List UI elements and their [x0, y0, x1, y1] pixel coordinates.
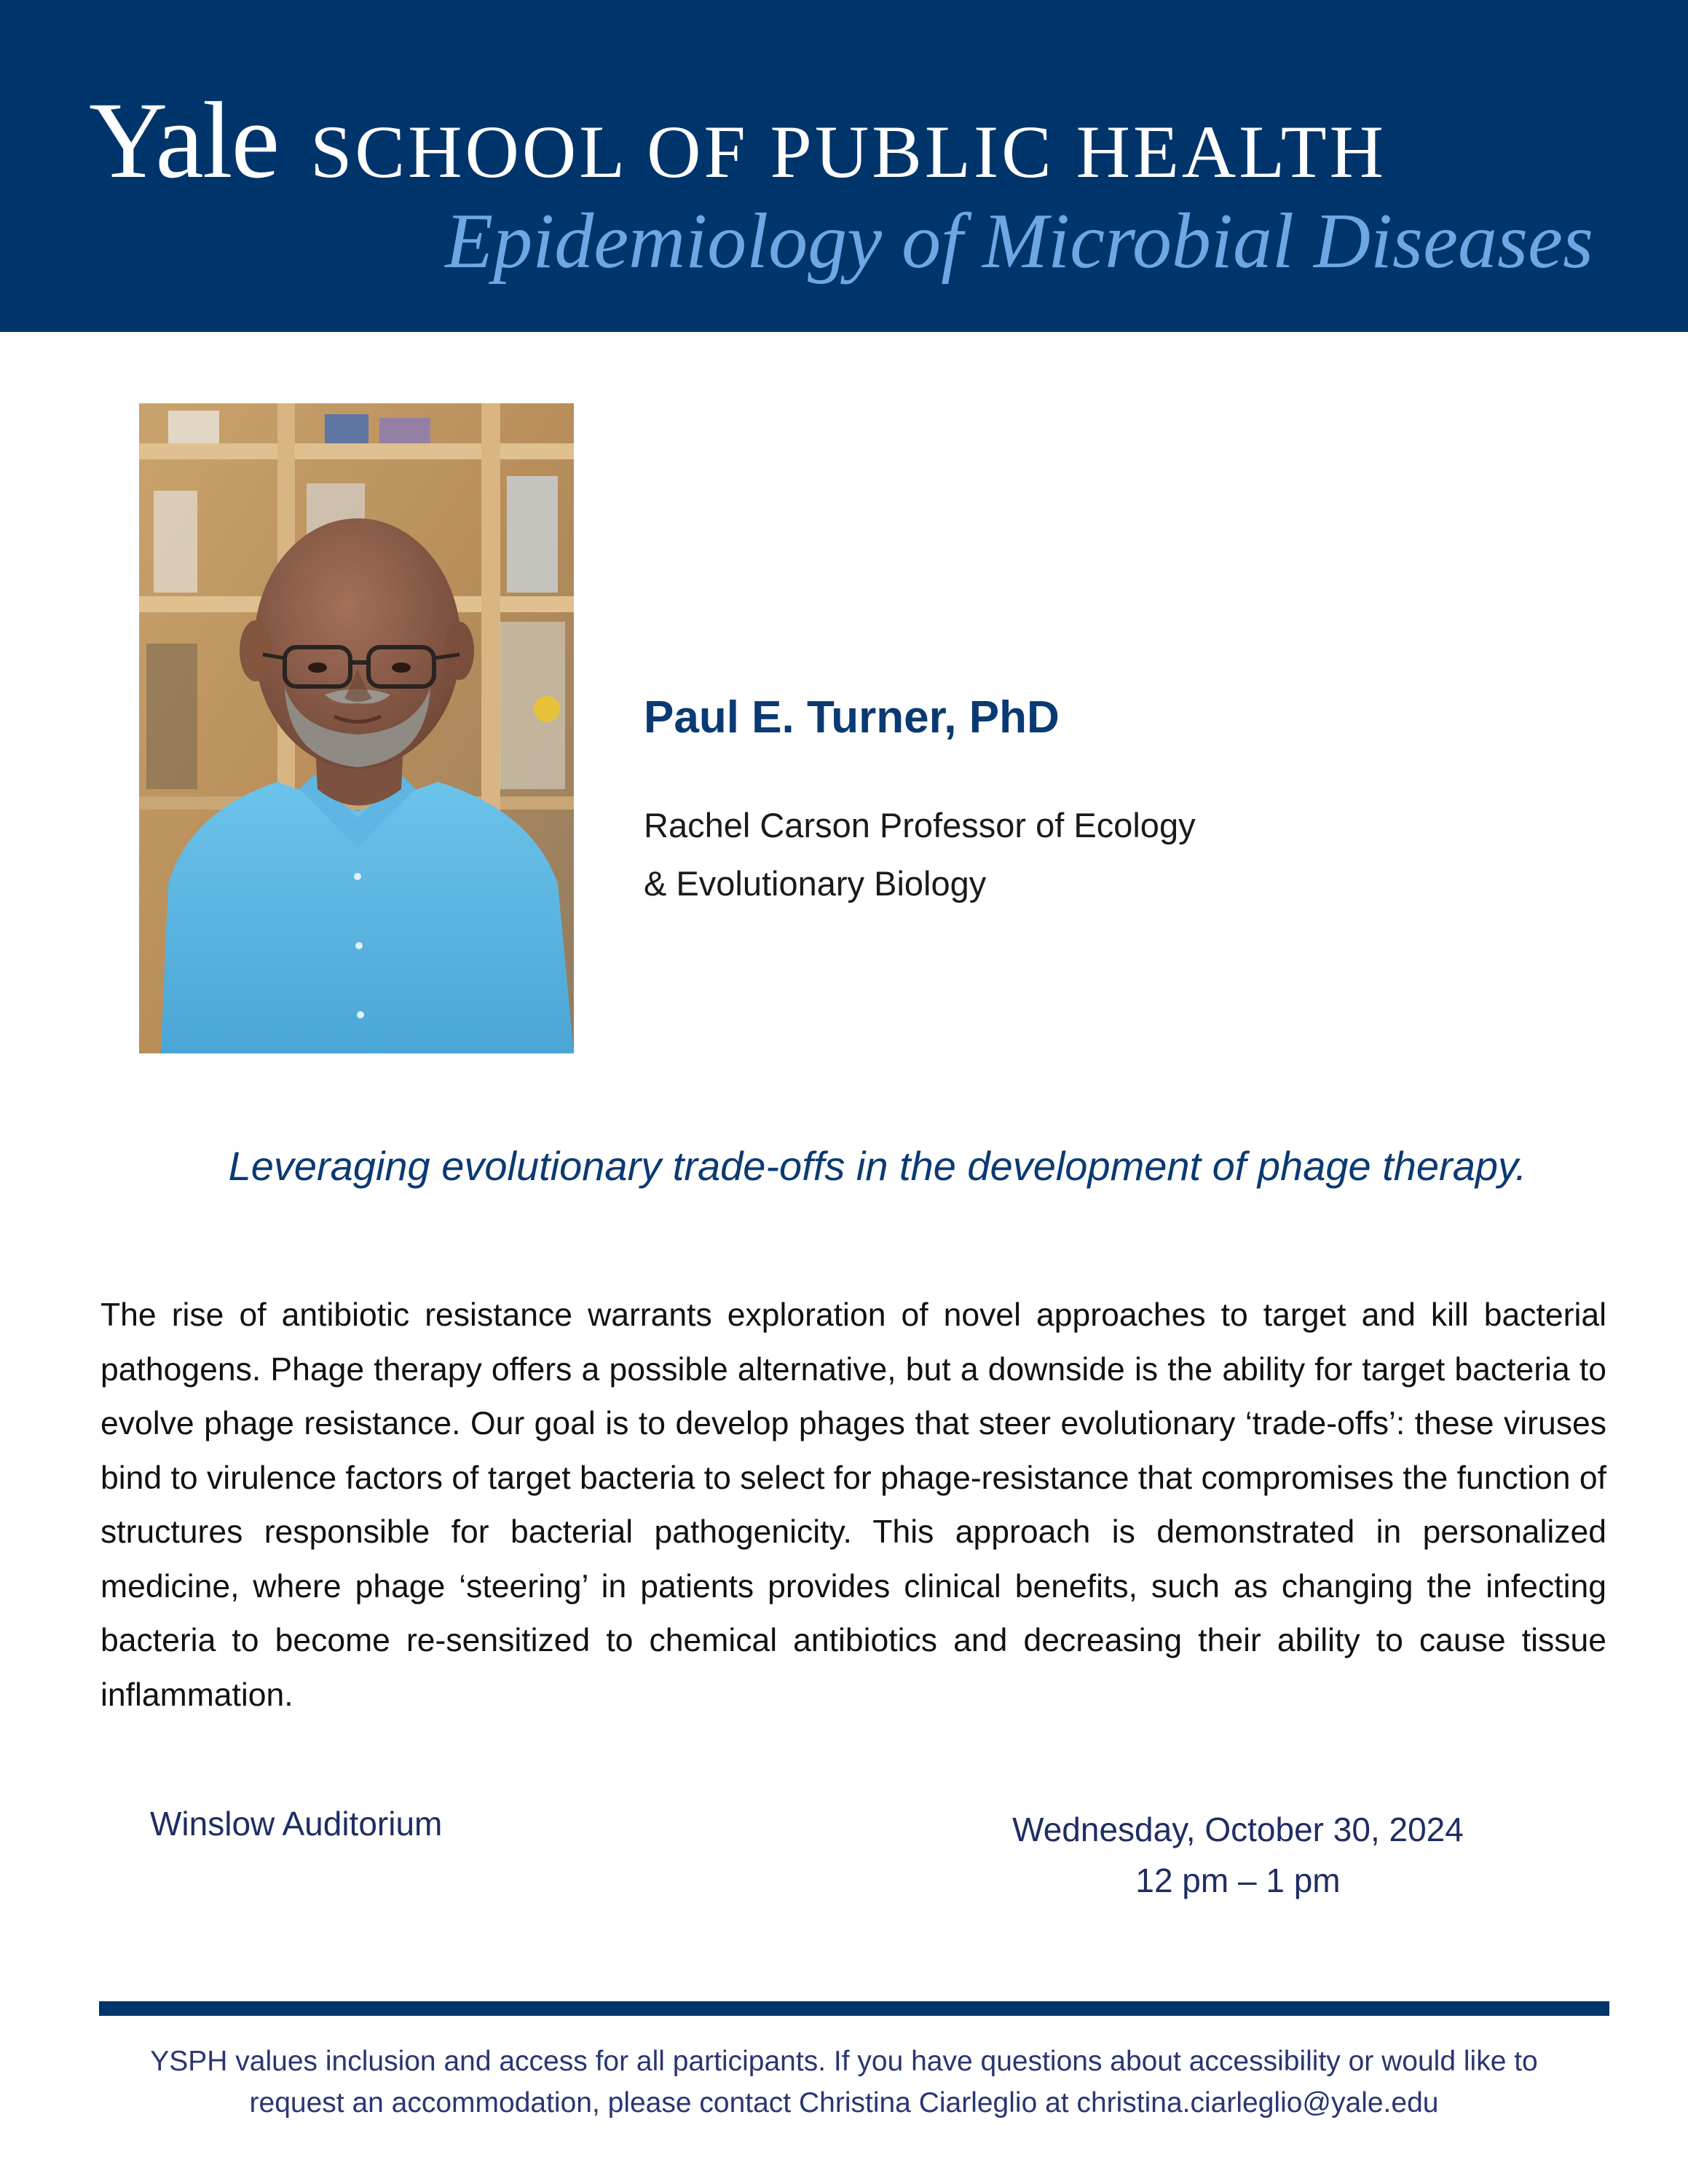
school-of-public-health-label: SCHOOL OF PUBLIC HEALTH — [310, 111, 1387, 194]
speaker-title — [644, 796, 1196, 913]
speaker-name: Paul E. Turner, PhD — [644, 692, 1060, 743]
event-date: Wednesday, October 30, 2024 — [1012, 1811, 1464, 1848]
speaker-title-line-1: Rachel Carson Professor of Ecology — [644, 806, 1196, 844]
accessibility-notice — [73, 2041, 1615, 2124]
speaker-title-line-2: & Evolutionary Biology — [644, 864, 987, 903]
talk-title: Leveraging evolutionary trade-offs in the development of phage therapy. — [228, 1143, 1527, 1189]
talk-abstract: The rise of antibiotic resistance warrants exploration of novel approaches to target and kill bacterial pathogens. Phage therapy offers a possible alternative, but a downside is the ability for target bacteria to evolve phage resistance. Our goal is to develop phages that steer evolutionary ‘trade-offs’: these viruses bind to virulence factors of target bacteria to select for phage-resistance that compromises the function of structures responsible for bacterial pathogenicity. This approach is demonstrated in personalized medicine, where phage ‘steering’ in patients provides clinical benefits, such as changing the infecting bacteria to become re-sensitized to chemical antibiotics and decreasing their ability to cause tissue inflammation. — [100, 1297, 1606, 1713]
department-name: Epidemiology of Microbial Diseases — [445, 198, 1593, 285]
accessibility-notice-line-1: YSPH values inclusion and access for all participants. If you have questions about accessibility or would like to — [150, 2046, 1538, 2077]
yale-wordmark: Yale — [89, 80, 279, 201]
school-name — [89, 80, 1387, 201]
accessibility-notice-line-2: request an accommodation, please contact Christina Ciarleglio at christina.ciarleglio@yale.edu — [249, 2087, 1439, 2118]
header-banner — [0, 0, 1688, 332]
event-datetime — [947, 1804, 1529, 1906]
event-location: Winslow Auditorium — [150, 1805, 443, 1843]
event-time: 12 pm – 1 pm — [1135, 1861, 1341, 1899]
footer-divider — [99, 2001, 1609, 2016]
speaker-photo — [139, 403, 574, 1053]
